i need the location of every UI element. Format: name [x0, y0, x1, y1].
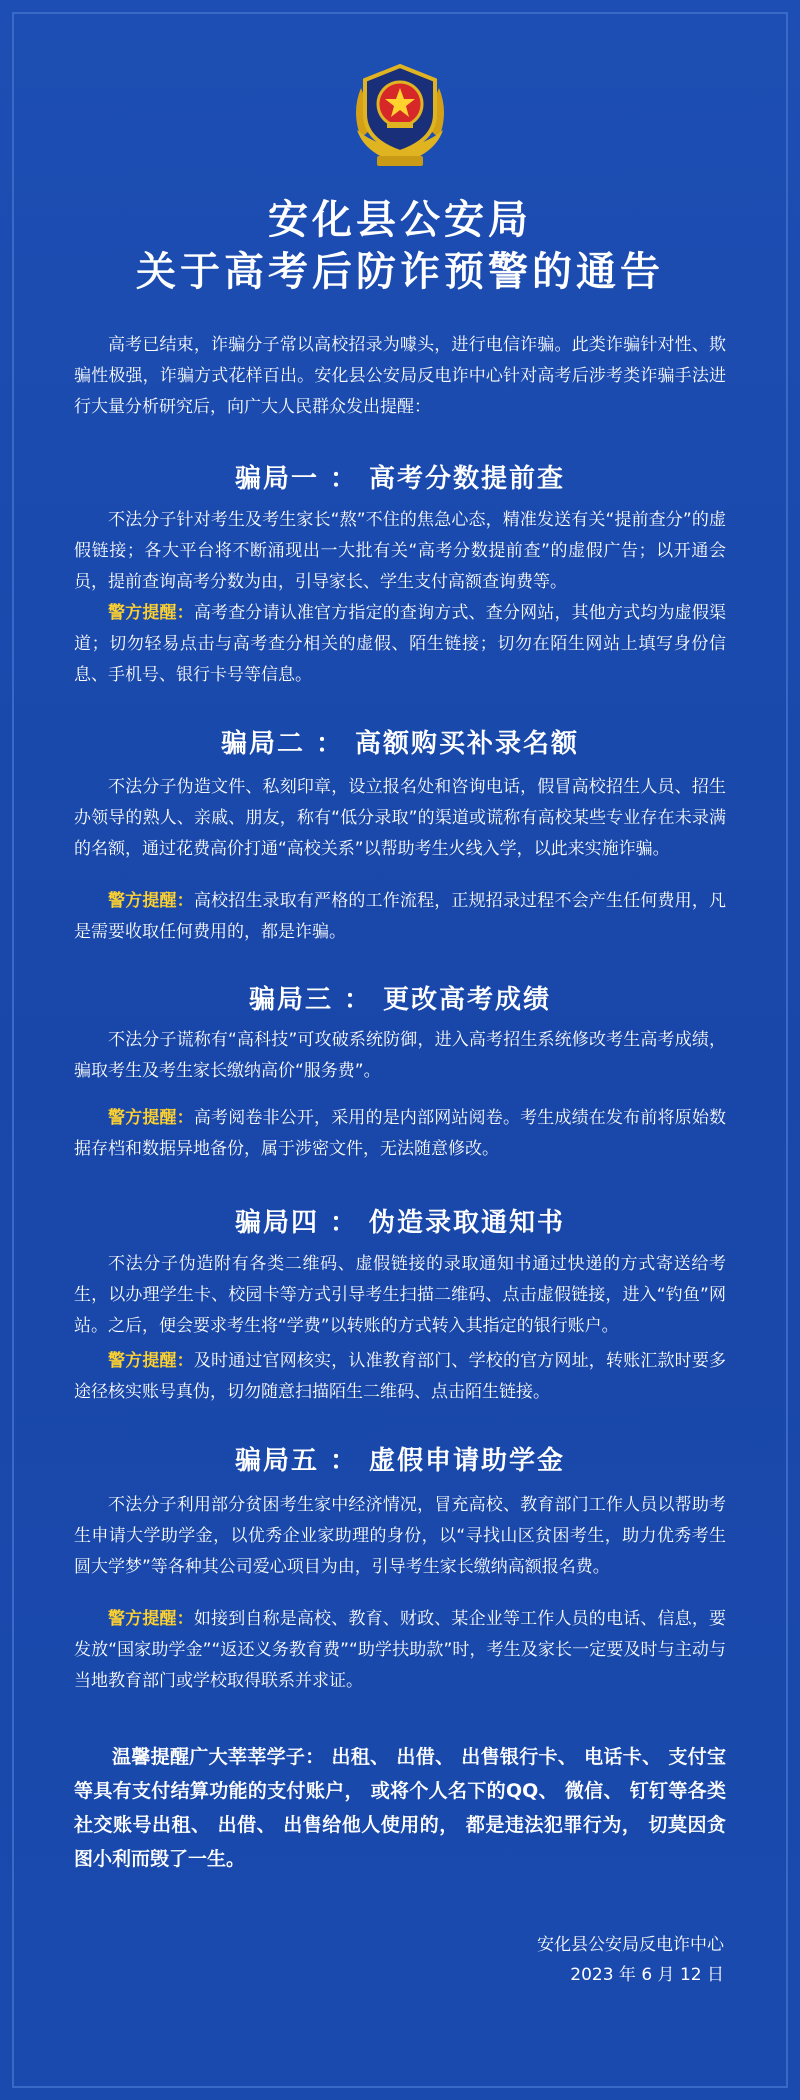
section-tip-5	[74, 1604, 726, 1697]
intro-paragraph: 高考已结束，诈骗分子常以高校招录为噱头，进行电信诈骗。此类诈骗针对性、欺骗性极强，诈骗方式花样百出。安化县公安局反电诈中心针对高考后涉考类诈骗手法进行大量分析研究后，向广大人民群众发出提醒：	[74, 335, 726, 417]
tip-text: 高校招生录取有严格的工作流程，正规招录过程不会产生任何费用，凡是需要收取任何费用的，都是诈骗。	[74, 891, 727, 942]
section-heading-2: 骗局二 ： 高额购买补录名额	[220, 729, 580, 759]
title-line-1: 安化县公安局	[268, 197, 532, 243]
section-heading-4: 骗局四 ： 伪造录取通知书	[234, 1208, 566, 1238]
section-body-5: 不法分子利用部分贫困考生家中经济情况，冒充高校、教育部门工作人员以帮助考生申请大学助学金，以优秀企业家助理的身份，以“寻找山区贫困考生，助力优秀考生圆大学梦”等各种其公司爱心项目为由，引导考生家长缴纳高额报名费。	[74, 1495, 726, 1577]
tip-label: 警方提醒：	[108, 1351, 194, 1371]
section-tip-3	[74, 1103, 726, 1165]
tip-text: 如接到自称是高校、教育、财政、某企业等工作人员的电话、信息，要发放“国家助学金”“返还义务教育费”“助学扶助款”时，考生及家长一定要及时与主动与当地教育部门或学校取得联系并求证。	[74, 1609, 727, 1691]
tip-label: 警方提醒：	[108, 1108, 194, 1128]
section-tip-1	[74, 598, 726, 691]
section-body-3: 不法分子谎称有“高科技”可攻破系统防御，进入高考招生系统修改考生高考成绩，骗取考生及考生家长缴纳高价“服务费”。	[74, 1030, 726, 1081]
tip-text: 高考阅卷非公开，采用的是内部网站阅卷。考生成绩在发布前将原始数据存档和数据异地备份，属于涉密文件，无法随意修改。	[74, 1108, 727, 1159]
tip-label: 警方提醒：	[108, 891, 194, 911]
section-tip-2	[74, 886, 726, 948]
title-line-2: 关于高考后防诈预警的通告	[136, 249, 664, 295]
section-body-4: 不法分子伪造附有各类二维码、虚假链接的录取通知书通过快递的方式寄送给考生，以办理学生卡、校园卡等方式引导考生扫描二维码、点击虚假链接，进入“钓鱼”网站。之后，便会要求考生将“学费”以转账的方式转入其指定的银行账户。	[74, 1254, 726, 1336]
tip-text: 高考查分请认准官方指定的查询方式、查分网站，其他方式均为虚假渠道；切勿轻易点击与高考查分相关的虚假、陌生链接；切勿在陌生网站上填写身份信息、手机号、银行卡号等信息。	[74, 603, 727, 685]
police-emblem-icon	[347, 60, 453, 174]
section-heading-5: 骗局五 ： 虚假申请助学金	[234, 1446, 566, 1476]
section-body-2: 不法分子伪造文件、私刻印章，设立报名处和咨询电话，假冒高校招生人员、招生办领导的熟人、亲戚、朋友，称有“低分录取”的渠道或谎称有高校某些专业存在未录满的名额，通过花费高价打通“高校关系”以帮助考生火线入学，以此来实施诈骗。	[74, 777, 726, 859]
closing-reminder: 温馨提醒广大莘莘学子： 出租、 出借、 出售银行卡、 电话卡、 支付宝等具有支付结算功能的支付账户， 或将个人名下的QQ、 微信、 钉钉等各类社交账号出租、 出借、 出售给他人使用的， 都是违法犯罪行为， 切莫因贪图小利而毁了一生。	[74, 1746, 726, 1870]
section-body-1: 不法分子针对考生及考生家长“熬”不住的焦急心态，精准发送有关“提前查分”的虚假链接；各大平台将不断涌现出一大批有关“高考分数提前查”的虚假广告；以开通会员，提前查询高考分数为由，引导家长、学生支付高额查询费等。	[74, 510, 726, 592]
signature-org: 安化县公安局反电诈中心	[537, 1935, 724, 1955]
tip-text: 及时通过官网核实，认准教育部门、学校的官方网址，转账汇款时要多途径核实账号真伪，切勿随意扫描陌生二维码、点击陌生链接。	[74, 1351, 727, 1402]
section-heading-1: 骗局一 ： 高考分数提前查	[234, 464, 566, 494]
signature-date: 2023 年 6 月 12 日	[570, 1965, 724, 1985]
section-heading-3: 骗局三 ： 更改高考成绩	[248, 985, 552, 1015]
section-tip-4	[74, 1346, 726, 1408]
tip-label: 警方提醒：	[108, 603, 194, 623]
tip-label: 警方提醒：	[108, 1609, 194, 1629]
